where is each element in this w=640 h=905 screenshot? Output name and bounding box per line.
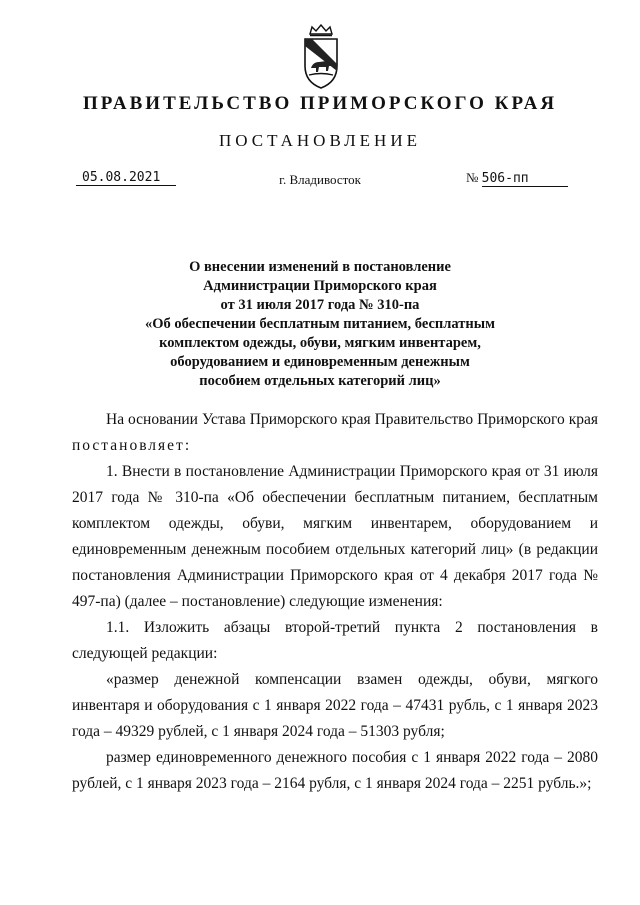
document-heading xyxy=(100,258,540,391)
document-date: 05.08.2021 xyxy=(76,170,176,186)
number-prefix: № xyxy=(466,170,479,185)
heading-line: от 31 июля 2017 года № 310-па xyxy=(220,297,420,313)
document-number xyxy=(466,170,568,187)
government-title: ПРАВИТЕЛЬСТВО ПРИМОРСКОГО КРАЯ xyxy=(82,93,558,114)
document-type: ПОСТАНОВЛЕНИЕ xyxy=(218,131,421,150)
paragraph-item-1: 1. Внести в постановление Администрации Приморского края от 31 июля 2017 года № 310-па «Об обеспечении бесплатным питанием, бесплатным комплектом одежды, обуви, мягким инвентарем, оборудованием и единовременным денежным пособием отдельных категорий лиц» (в редакции постановления Администрации Приморского края от 4 декабря 2017 года № 497-па) (далее – постановление) следующие изменения: xyxy=(72,463,598,610)
number-value: 506-пп xyxy=(482,171,568,187)
heading-line: пособием отдельных категорий лиц» xyxy=(199,373,441,389)
coat-of-arms-emblem xyxy=(298,24,344,92)
heading-line: «Об обеспечении бесплатным питанием, бесплатным xyxy=(145,316,495,332)
basis-text: На основании Устава Приморского края Правительство Приморского края xyxy=(106,411,598,428)
heading-line: Администрации Приморского края xyxy=(203,278,437,294)
document-city: г. Владивосток xyxy=(279,172,361,187)
paragraph-allowance: размер единовременного денежного пособия с 1 января 2022 года – 2080 рублей, с 1 января 2023 года – 2164 рубля, с 1 января 2024 года – 2251 рубль.»; xyxy=(72,749,598,792)
heading-line: комплектом одежды, обуви, мягким инвентарем, xyxy=(159,335,481,351)
paragraph-item-1-1: 1.1. Изложить абзацы второй-третий пункта 2 постановления в следующей редакции: xyxy=(72,619,598,662)
heading-line: О внесении изменений в постановление xyxy=(189,259,451,275)
heading-line: оборудованием и единовременным денежным xyxy=(170,354,470,370)
paragraph-compensation: «размер денежной компенсации взамен одежды, обуви, мягкого инвентаря и оборудования с 1 января 2022 года – 47431 рубль, с 1 января 2023 года – 49329 рублей, с 1 января 2024 года – 51303 рубля; xyxy=(72,671,598,740)
document-body xyxy=(72,407,598,797)
resolves-word: постановляет: xyxy=(72,437,192,454)
paragraph-basis xyxy=(72,407,598,459)
